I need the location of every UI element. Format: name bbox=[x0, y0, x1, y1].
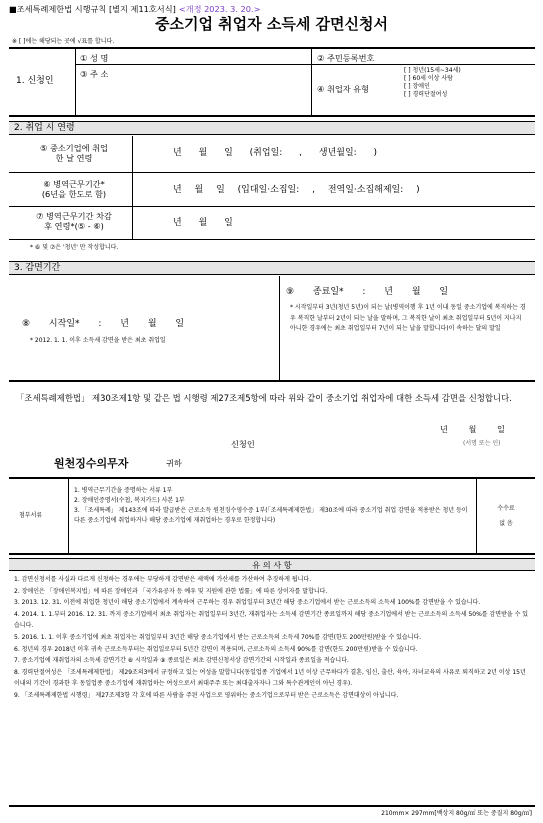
attachment-item: 1. 병역근무기간을 증명하는 서류 1부 bbox=[74, 487, 173, 494]
revision-date: <개정 2023. 3. 20.> bbox=[178, 4, 261, 14]
age-at-hire-label: ⑤ 중소기업에 취업 한 날 연령 bbox=[40, 143, 108, 163]
recipient: 원천징수의무자 bbox=[54, 457, 129, 470]
age-at-hire-value[interactable]: 년 월 일 (취업일: , 생년월일: ) bbox=[173, 148, 378, 158]
worker-type-youth[interactable]: [ ] 청년(15세∼34세) bbox=[404, 67, 461, 74]
end-date-note: * 시작일부터 3년(청년 5년)이 되는 날(병역이행 후 1년 이내 동일 중소기업에 복직하는 경우 복직한 날부터 2년이 되는 날을 말하며, 그 복직한 날이 최초 취업일부터 5년이 지나지 아니한 경우에는 최초 취업일부터 7년이 되는 날을 말합니다)이 속하는 달의 말일 bbox=[290, 304, 526, 332]
signature-field[interactable]: (서명 또는 인) bbox=[463, 440, 501, 447]
notes-list bbox=[14, 574, 532, 702]
military-service-value[interactable]: 년 월 일 (입대일·소집일: , 전역일·소집해제일: ) bbox=[173, 185, 420, 195]
section3-title: 3. 감면기간 bbox=[14, 263, 61, 273]
checkbox-note: ※ [ ]에는 해당되는 곳에 √표를 합니다. bbox=[12, 38, 115, 45]
military-service-label: ⑥ 병역근무기간* (6년을 한도로 함) bbox=[41, 179, 107, 199]
recipient-honorific: 귀하 bbox=[166, 458, 182, 468]
section2-title: 2. 취업 시 연령 bbox=[14, 123, 75, 133]
reduction-start-date[interactable]: ⑧ 시작일* : 년 월 일 bbox=[22, 319, 185, 329]
attachment-item: 2. 장애인증명서(수첩, 복지카드) 사본 1부 bbox=[74, 497, 185, 504]
note-item: 1. 감면신청서를 사실과 다르게 신청하는 경우에는 부당하게 감면받은 세액에 가산세를 가산하여 추징하게 됩니다. bbox=[14, 576, 312, 583]
worker-type-career-break[interactable]: [ ] 경력단절여성 bbox=[404, 91, 448, 98]
paper-spec: 210mm× 297mm[백상지 80g/㎡ 또는 중질지 80g/㎡] bbox=[381, 810, 532, 817]
note-item: 4. 2014. 1. 1.부터 2016. 12. 31. 까지 중소기업에서 최초 취업자는 취업일부터 3년간, 재취업자는 소득세 감면기간 종료일까지 해당 중소기업에서 받는 근로소득의 소득세 50%를 감면받을 수 있습니다. bbox=[14, 610, 529, 630]
section1-top-border bbox=[9, 47, 535, 49]
worker-type-disabled[interactable]: [ ] 장애인 bbox=[404, 83, 430, 90]
worker-type-options[interactable] bbox=[404, 67, 461, 99]
notes-title: 유 의 사 항 bbox=[252, 560, 292, 570]
reduction-end-date[interactable]: ⑨ 종료일* : 년 월 일 bbox=[286, 287, 449, 297]
section3-header bbox=[9, 261, 535, 275]
note-item: 2. 장애인은 「장애인복지법」에 따른 장애인과 「국가유공자 등 예우 및 지원에 관한 법률」에 따른 상이자를 말합니다. bbox=[14, 587, 328, 595]
section2-header bbox=[9, 121, 535, 135]
declaration-text: 「조세특례제한법」 제30조제1항 및 같은 법 시행령 제27조제5항에 따라 위와 같이 중소기업 취업자에 대한 소득세 감면을 신청합니다. bbox=[16, 393, 512, 403]
page-title: 중소기업 취업자 소득세 감면신청서 bbox=[154, 15, 389, 33]
attachments-label: 첨부서류 bbox=[19, 512, 43, 519]
name-label: ① 성 명 bbox=[80, 53, 109, 63]
attachments-list bbox=[74, 486, 472, 526]
adjusted-age-label: ⑦ 병역근무기간 차감 후 연령*(⑤ - ⑥) bbox=[36, 211, 112, 231]
address-label: ③ 주 소 bbox=[80, 69, 109, 79]
adjusted-age-value[interactable]: 년 월 일 bbox=[173, 218, 233, 228]
note-item: 7. 중소기업에 재취업자의 소득세 감면기간 ⑧ 시작일과 ⑨ 종료일은 최초 감면신청서상 감면기간의 시작일과 종료일을 적습니다. bbox=[14, 657, 349, 665]
declaration-date[interactable]: 년 월 일 bbox=[440, 424, 505, 434]
rrn-label: ② 주민등록번호 bbox=[317, 53, 375, 63]
attachment-item: 3. 「조세특례」 제143조에 따라 발급받은 근로소득 원천징수영수증 1부(「조세특례제한법」 제30조에 따라 중소기업 취업 감면을 적용받은 청년 등이 다른 중소기업에 취업하거나 해당 중소기업에 재취업하는 경우로 한정합니다) bbox=[74, 507, 468, 524]
applicant-sign-label: 신청인 bbox=[231, 439, 255, 449]
worker-type-senior[interactable]: [ ] 60세 이상 사람 bbox=[404, 75, 453, 82]
regulation-reference: ■조세특례제한법 시행규칙 [별지 제11호서식] <개정 2023. 3. 20.> bbox=[9, 4, 261, 14]
note-item: 8. 경력단절여성은 「조세특례제한법」 제29조의3에서 규정하고 있는 여성을 말합니다(동일업종 기업에서 1년 이상 근무하다가 결혼, 임신, 출산, 육아, 자녀교육의 사유로 퇴직하고 2년 이상 15년 이내의 기간이 경과한 후 동일업종 중소기업에 재취업하는 여성으로서 최대주주 또는 최대출자자나 그와 특수관계인이 아닌 경우). bbox=[14, 668, 526, 688]
fee-value: 없 음 bbox=[499, 520, 513, 527]
youth-only-note: * ⑥ 및 ⑦은 '청년' 만 작성합니다. bbox=[30, 244, 119, 251]
note-item: 9. 「조세특례제한법 시행령」 제27조제3항 각 호에 따른 사람을 주된 사업으로 영위하는 중소기업으로부터 받은 근로소득은 감면대상이 아닙니다. bbox=[14, 691, 399, 699]
worker-type-label: ④ 취업자 유형 bbox=[317, 84, 370, 94]
note-item: 3. 2013. 12. 31. 이전에 취업한 청년이 해당 중소기업에서 계속하여 근무하는 경우 취업일부터 3년간 해당 중소기업에서 받는 근로소득의 소득세 100%를 감면받을 수 있습니다. bbox=[14, 599, 481, 607]
note-item: 5. 2016. 1. 1. 이후 중소기업에 최초 취업자는 취업일부터 3년간 해당 중소기업에서 받는 근로소득의 소득세 70%를 감면(한도 200만원)받을 수 있습니다. bbox=[14, 633, 422, 641]
start-date-note: * 2012. 1. 1. 이후 소득세 감면을 받은 최초 취업일 bbox=[30, 337, 166, 344]
applicant-label: 1. 신청인 bbox=[16, 76, 54, 86]
fee-label: 수수료 bbox=[497, 505, 515, 512]
note-item: 6. 청년의 경우 2018년 이후 귀속 근로소득부터는 취업일로부터 5년간 감면이 적용되며, 근로소득의 소득세 90%를 감면(한도 200만원)받을 수 있습니다. bbox=[14, 645, 418, 653]
